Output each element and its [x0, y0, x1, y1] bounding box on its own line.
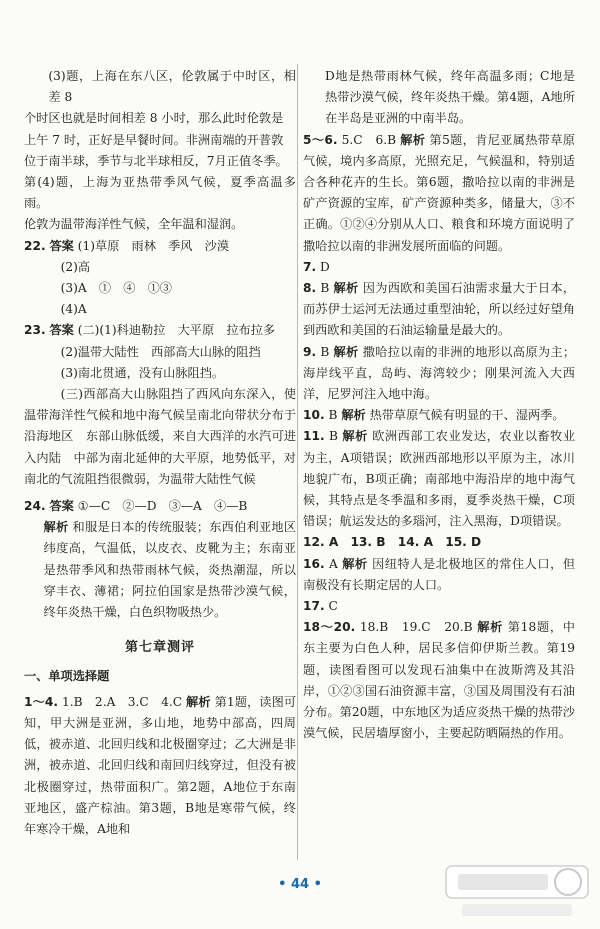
- intro-line: (3)题，上海在东八区，伦敦属于中时区，相差 8: [48, 69, 296, 105]
- q22-line: (3)A ① ④ ①③: [60, 281, 172, 296]
- q5-6-number: 5～6.: [303, 132, 338, 147]
- intro-line: 个时区也就是时间相差 8 小时，那么此时伦敦是: [24, 111, 284, 126]
- q9-number: 9.: [303, 344, 317, 359]
- q8-jx: 因为西欧和美国石油需求量大于日本，而苏伊士运河无法通过重型油轮，所以经过好望角到西欧和美国的石油运输量是最大的。: [303, 281, 576, 338]
- intro-line: 伦敦为温带海洋性气候，全年温和湿润。: [24, 217, 244, 232]
- q24-number: 24.: [24, 499, 46, 514]
- q23-line: (二)(1)科迪勒拉 大平原 拉布拉多: [77, 323, 276, 338]
- intro-line: 上午 7 时，正好是早餐时间。非洲南端的开普敦: [24, 132, 284, 147]
- q12-15-answers: 12. A 13. B 14. A 15. D: [303, 535, 482, 550]
- q1-4-answers: 1.B 2.A 3.C 4.C: [61, 694, 183, 709]
- right-column: [303, 66, 575, 745]
- q7-answer: D: [320, 259, 330, 274]
- left-column: [24, 66, 296, 840]
- q23-line: (3)南北贯通，没有山脉阻挡。: [60, 365, 225, 380]
- q22-label: 答案: [49, 238, 74, 253]
- q17-block: [303, 596, 575, 617]
- q16-jx: 因纽特人是北极地区的常住人口，但南极没有长期定居的人口。: [303, 556, 576, 592]
- q5-6-block: [303, 130, 575, 257]
- q18-20-jx: 第18题，中东主要为白色人种，居民多信仰伊斯兰教。第19题，读图看图可以发现石油集中在波斯湾及其沿岸，①②③国石油资源丰富，③国及周围没有石油分布。第20题，中东地区为适应炎热干燥的热带沙漠气候，民居墙厚窗小，主要起防晒隔热的作用。: [303, 620, 575, 741]
- q24-answer-line: [24, 496, 296, 517]
- q17-answer: C: [328, 599, 338, 614]
- q5-6-jx: 第5题，肯尼亚属热带草原气候，境内多高原，光照充足，气候温和，特别适合各种花卉的生长。第6题，撒哈拉以南的非洲是矿产资源的宝库，矿产资源种类多，储量大，③不正确。①②④分别从人口、粮食和环境方面说明了撒哈拉以南的非洲发展所面临的问题。: [303, 132, 576, 253]
- q18-20-jx-label: 解析: [477, 620, 504, 635]
- site-watermark-logo: [442, 860, 592, 922]
- q8-number: 8.: [303, 281, 317, 296]
- q18-20-block: [303, 617, 575, 744]
- q1-4-jx: 第1题，读图可知，甲大洲是亚洲，多山地，地势中部高，四周低，被赤道、北回归线和北极圈穿过；乙大洲是非洲，被赤道、北回归线和南回归线穿过，但没有被北极圈穿过，热带面积广。第2题，A地位于东南亚地区，盛产棕油。第3题，B地是寒带气候，终年寒冷干燥，A地和: [24, 694, 297, 836]
- q10-answer: B: [328, 408, 338, 423]
- q11-block: [303, 426, 575, 532]
- q23-number: 23.: [24, 323, 46, 338]
- q9-jx: 撒哈拉以南的非洲的地形以高原为主；海岸线平直，岛屿、海湾较少；刚果河流入大西洋，尼罗河注入地中海。: [303, 344, 576, 402]
- q10-jx-label: 解析: [341, 408, 366, 423]
- q24-jx: 和服是日本的传统服装；东西伯利亚地区纬度高，气温低，以皮衣、皮靴为主；东南亚是热带季风和热带雨林气候，炎热潮湿，所以穿丰衣、薄裙；阿拉伯国家是热带沙漠气候，终年炎热干燥，白色织物吸热少。: [43, 520, 297, 620]
- q9-block: [303, 342, 575, 406]
- q10-block: [303, 405, 575, 426]
- continued-text: D地是热带雨林气候，终年高温多雨；C地是热带沙漠气候，终年炎热干燥。第4题，A地所在半岛是亚洲的中南半岛。: [324, 69, 575, 126]
- column-divider: [297, 64, 298, 860]
- q9-answer: B: [320, 344, 330, 359]
- q9-jx-label: 解析: [333, 344, 359, 359]
- q24-answer: ①—C ②—D ③—A ④—B: [77, 499, 248, 514]
- chapter-title: 第七章测评: [124, 640, 195, 656]
- q8-block: [303, 278, 575, 342]
- q5-6-answers: 5.C 6.B: [341, 132, 397, 147]
- q23-paragraph: (三)西部高大山脉阻挡了西风向东深入，使温带海洋性气候和地中海气候呈南北向带状分布于沿海地区 东部山脉低缓，来自大西洋的水汽可进入内陆 中部为南北延伸的大平原，地势低平，对南北的气流阻挡很微弱，为温带大陆性气候: [24, 387, 296, 486]
- q22-line: (1)草原 雨林 季风 沙漠: [77, 238, 230, 253]
- q16-jx-label: 解析: [342, 556, 368, 571]
- q11-number: 11.: [303, 429, 325, 444]
- q16-block: [303, 554, 575, 596]
- q8-jx-label: 解析: [333, 281, 359, 296]
- q23-line: (2)温带大陆性 西部高大山脉的阻挡: [60, 344, 261, 359]
- q1-4-number: 1～4.: [24, 694, 58, 709]
- q10-number: 10.: [303, 408, 325, 423]
- intro-line: 第(4)题，上海为亚热带季风气候，夏季高温多雨。: [24, 175, 296, 211]
- q16-answer: A: [329, 556, 338, 571]
- q5-6-jx-label: 解析: [400, 132, 426, 147]
- page-number-text: 44: [290, 877, 310, 892]
- q1-4-jx-label: 解析: [186, 694, 211, 709]
- q11-answer: B: [329, 429, 338, 444]
- q17-number: 17.: [303, 599, 325, 614]
- q18-20-answers: 18.B 19.C 20.B: [359, 620, 473, 635]
- q10-jx: 热带草原气候有明显的干、湿两季。: [369, 408, 565, 423]
- page-dot-icon: •: [278, 877, 287, 892]
- intro-line: 位于南半球，季节与北半球相反，7月正值冬季。: [24, 153, 288, 168]
- q11-jx: 欧洲西部工农业发达，农业以畜牧业为主，A项错误；欧洲西部地形以平原为主，冰川地貌广布，B项正确；南部地中海沿岸的地中海气候，其特点是冬季温和多雨，夏季炎热干燥，C项错误；航运发达的多瑙河，注入黑海，D项错误。: [303, 429, 576, 529]
- q7-number: 7.: [303, 259, 317, 274]
- q22-answer-line: [24, 236, 296, 257]
- section-title: 一、单项选择题: [24, 669, 110, 684]
- q23-label: 答案: [49, 323, 74, 338]
- q22-line: (2)高: [60, 259, 91, 274]
- q22-line: (4)A: [60, 302, 87, 317]
- q24-label: 答案: [49, 499, 74, 514]
- q24-explanation: [24, 517, 296, 623]
- q7-block: [303, 257, 575, 278]
- q24-jx-label: 解析: [43, 520, 69, 535]
- q16-number: 16.: [303, 556, 325, 571]
- page-dot-icon: •: [313, 877, 322, 892]
- q22-number: 22.: [24, 238, 46, 253]
- q1-4-block: [24, 692, 296, 840]
- q23-answer-line: [24, 320, 296, 341]
- q11-jx-label: 解析: [342, 429, 368, 444]
- q8-answer: B: [320, 281, 330, 296]
- q18-20-number: 18～20.: [303, 620, 356, 635]
